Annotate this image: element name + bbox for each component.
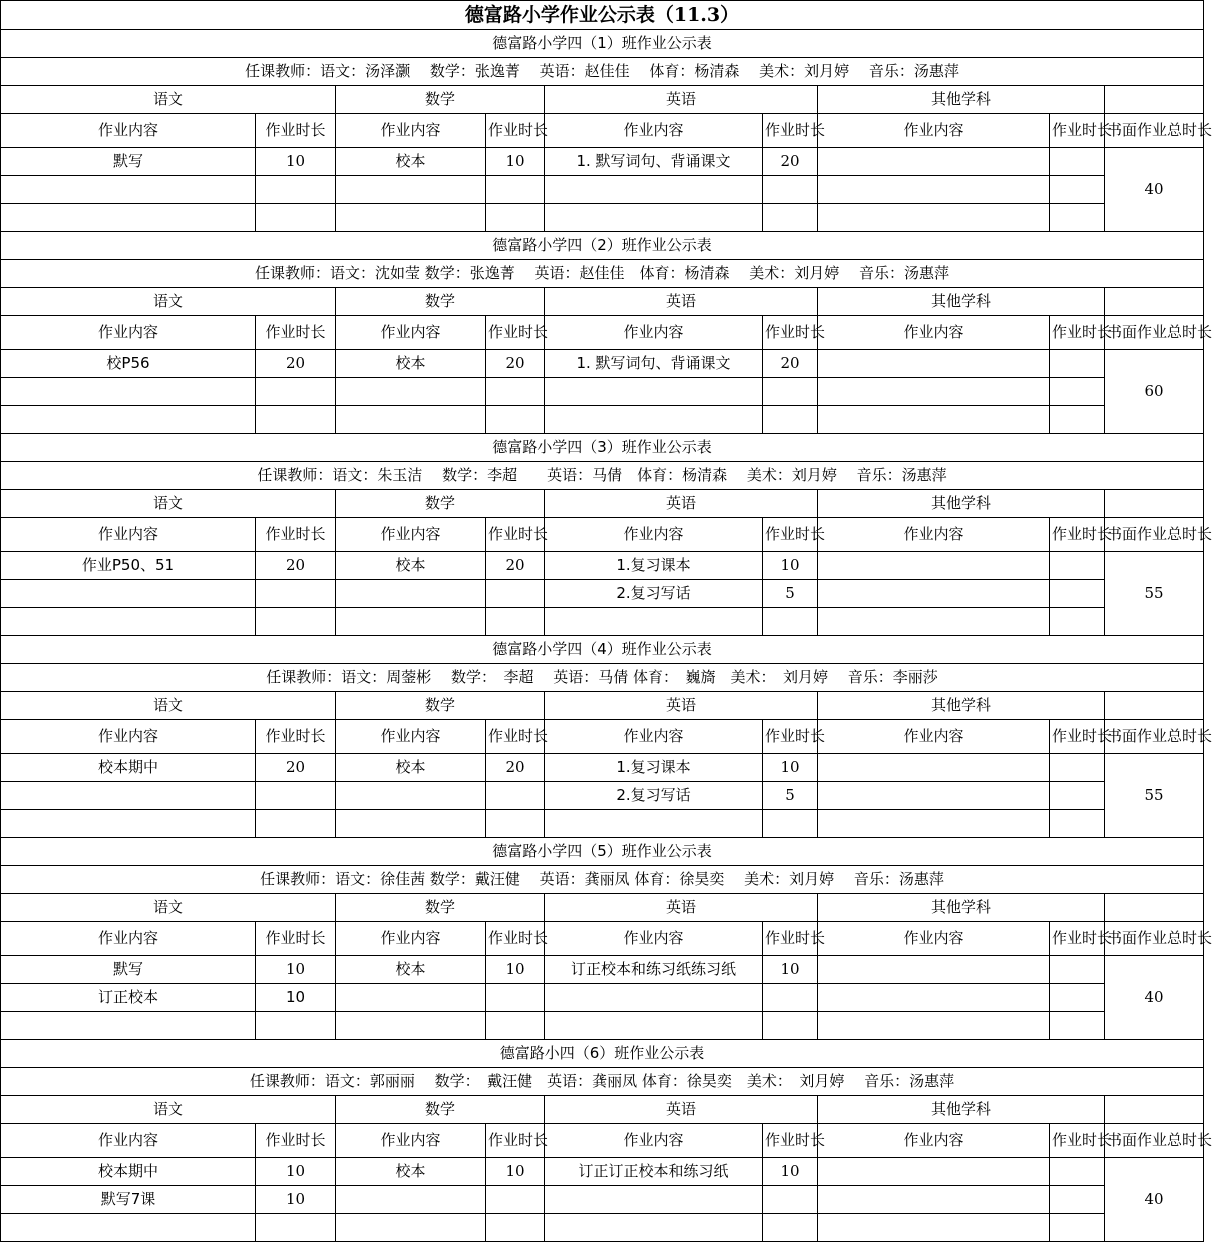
teachers-info[interactable]: 任课教师：语文：朱玉洁 数学：李超 英语：马倩 体育：杨清森 美术：刘月婷 音乐：汤惠萍 [1,462,1204,490]
math-content-cell[interactable] [336,1186,486,1214]
english-content-cell[interactable] [545,810,763,838]
english-content-cell[interactable] [545,204,763,232]
chinese-duration-cell[interactable]: 20 [256,350,336,378]
subject-chinese[interactable]: 语文 [1,86,336,114]
other-content-cell[interactable] [818,782,1050,810]
header-math-content[interactable]: 作业内容 [336,720,486,754]
other-content-cell[interactable] [818,1186,1050,1214]
chinese-duration-cell[interactable]: 10 [256,148,336,176]
english-duration-cell[interactable] [763,176,818,204]
math-content-cell[interactable] [336,580,486,608]
math-content-cell[interactable]: 校本 [336,350,486,378]
chinese-content-cell[interactable] [1,378,256,406]
chinese-duration-cell[interactable] [256,1012,336,1040]
other-content-cell[interactable] [818,810,1050,838]
chinese-content-cell[interactable] [1,782,256,810]
math-duration-cell[interactable] [486,580,545,608]
chinese-duration-cell[interactable] [256,204,336,232]
header-math-content[interactable]: 作业内容 [336,316,486,350]
subject-blank[interactable] [1105,86,1204,114]
header-chinese-duration[interactable]: 作业时长 [256,922,336,956]
header-english-content[interactable]: 作业内容 [545,1124,763,1158]
english-content-cell[interactable] [545,176,763,204]
english-duration-cell[interactable] [763,608,818,636]
header-english-duration[interactable]: 作业时长 [763,720,818,754]
total-duration-cell[interactable]: 60 [1105,350,1204,434]
header-math-duration[interactable]: 作业时长 [486,316,545,350]
chinese-content-cell[interactable]: 校P56 [1,350,256,378]
english-content-cell[interactable]: 订正校本和练习纸练习纸 [545,956,763,984]
other-duration-cell[interactable] [1050,580,1105,608]
table-row [1,350,1204,378]
chinese-content-cell[interactable] [1,810,256,838]
other-duration-cell[interactable] [1050,754,1105,782]
table-row [1,956,1204,984]
english-content-cell[interactable]: 订正订正校本和练习纸 [545,1158,763,1186]
total-duration-cell[interactable]: 40 [1105,1158,1204,1242]
subject-chinese[interactable]: 语文 [1,692,336,720]
chinese-content-cell[interactable]: 默写 [1,148,256,176]
column-header-row [1,518,1204,552]
english-duration-cell[interactable]: 5 [763,580,818,608]
header-other-duration[interactable]: 作业时长 [1050,1124,1105,1158]
header-other-duration[interactable]: 作业时长 [1050,114,1105,148]
total-duration-cell[interactable]: 40 [1105,956,1204,1040]
header-other-content[interactable]: 作业内容 [818,1124,1050,1158]
math-content-cell[interactable] [336,204,486,232]
class-heading[interactable]: 德富路小学四（3）班作业公示表 [1,434,1204,462]
math-duration-cell[interactable] [486,378,545,406]
class-heading-row [1,1040,1204,1068]
math-content-cell[interactable]: 校本 [336,148,486,176]
header-chinese-duration[interactable]: 作业时长 [256,720,336,754]
column-header-row [1,720,1204,754]
class-heading-row [1,30,1204,58]
other-content-cell[interactable] [818,1158,1050,1186]
math-content-cell[interactable]: 校本 [336,956,486,984]
class-heading[interactable]: 德富路小学四（1）班作业公示表 [1,30,1204,58]
table-row [1,1186,1204,1214]
math-content-cell[interactable] [336,1214,486,1242]
teachers-info[interactable]: 任课教师：语文：汤泽灏 数学：张逸菁 英语：赵佳佳 体育：杨清森 美术：刘月婷 音乐：汤惠萍 [1,58,1204,86]
header-chinese-content[interactable]: 作业内容 [1,316,256,350]
chinese-duration-cell[interactable] [256,810,336,838]
chinese-duration-cell[interactable]: 10 [256,1158,336,1186]
math-duration-cell[interactable] [486,810,545,838]
class-heading[interactable]: 德富路小四（6）班作业公示表 [1,1040,1204,1068]
other-duration-cell[interactable] [1050,1214,1105,1242]
math-content-cell[interactable]: 校本 [336,1158,486,1186]
subject-chinese[interactable]: 语文 [1,1096,336,1124]
class-heading[interactable]: 德富路小学四（5）班作业公示表 [1,838,1204,866]
class-heading[interactable]: 德富路小学四（2）班作业公示表 [1,232,1204,260]
header-math-duration[interactable]: 作业时长 [486,1124,545,1158]
subject-blank[interactable] [1105,1096,1204,1124]
subject-chinese[interactable]: 语文 [1,490,336,518]
other-duration-cell[interactable] [1050,552,1105,580]
other-content-cell[interactable] [818,956,1050,984]
chinese-duration-cell[interactable]: 10 [256,956,336,984]
header-other-content[interactable]: 作业内容 [818,720,1050,754]
english-content-cell[interactable]: 1. 默写词句、背诵课文 [545,350,763,378]
chinese-duration-cell[interactable]: 20 [256,754,336,782]
math-duration-cell[interactable] [486,204,545,232]
subject-other[interactable]: 其他学科 [818,490,1105,518]
math-content-cell[interactable] [336,406,486,434]
subject-row [1,288,1204,316]
math-content-cell[interactable] [336,176,486,204]
column-header-row [1,114,1204,148]
english-duration-cell[interactable]: 20 [763,350,818,378]
header-english-content[interactable]: 作业内容 [545,518,763,552]
chinese-content-cell[interactable]: 默写7课 [1,1186,256,1214]
subject-english[interactable]: 英语 [545,490,818,518]
header-math-duration[interactable]: 作业时长 [486,720,545,754]
math-content-cell[interactable] [336,1012,486,1040]
subject-blank[interactable] [1105,894,1204,922]
english-duration-cell[interactable]: 10 [763,754,818,782]
subject-row [1,1096,1204,1124]
english-content-cell[interactable] [545,378,763,406]
math-duration-cell[interactable] [486,1186,545,1214]
subject-blank[interactable] [1105,288,1204,316]
subject-math[interactable]: 数学 [336,1096,545,1124]
chinese-duration-cell[interactable]: 10 [256,1186,336,1214]
english-duration-cell[interactable] [763,810,818,838]
english-content-cell[interactable] [545,1214,763,1242]
header-english-content[interactable]: 作业内容 [545,922,763,956]
class-heading[interactable]: 德富路小学四（4）班作业公示表 [1,636,1204,664]
chinese-content-cell[interactable] [1,608,256,636]
english-duration-cell[interactable] [763,406,818,434]
header-english-duration[interactable]: 作业时长 [763,922,818,956]
header-english-content[interactable]: 作业内容 [545,720,763,754]
table-row [1,204,1204,232]
other-content-cell[interactable] [818,1214,1050,1242]
column-header-row [1,1124,1204,1158]
header-english-content[interactable]: 作业内容 [545,114,763,148]
chinese-duration-cell[interactable] [256,1214,336,1242]
table-row [1,580,1204,608]
subject-math[interactable]: 数学 [336,86,545,114]
subject-english[interactable]: 英语 [545,894,818,922]
english-content-cell[interactable] [545,608,763,636]
other-duration-cell[interactable] [1050,1012,1105,1040]
column-header-row [1,316,1204,350]
teachers-row [1,462,1204,490]
teachers-row [1,58,1204,86]
header-english-duration[interactable]: 作业时长 [763,316,818,350]
header-english-duration[interactable]: 作业时长 [763,114,818,148]
english-duration-cell[interactable] [763,204,818,232]
header-other-content[interactable]: 作业内容 [818,518,1050,552]
class-heading-row [1,636,1204,664]
table-row [1,378,1204,406]
table-row [1,148,1204,176]
other-content-cell[interactable] [818,984,1050,1012]
chinese-content-cell[interactable]: 订正校本 [1,984,256,1012]
chinese-content-cell[interactable] [1,176,256,204]
header-math-content[interactable]: 作业内容 [336,1124,486,1158]
subject-math[interactable]: 数学 [336,692,545,720]
chinese-content-cell[interactable]: 校本期中 [1,754,256,782]
header-math-duration[interactable]: 作业时长 [486,114,545,148]
math-duration-cell[interactable]: 20 [486,552,545,580]
math-duration-cell[interactable]: 20 [486,350,545,378]
other-duration-cell[interactable] [1050,148,1105,176]
subject-blank[interactable] [1105,490,1204,518]
chinese-content-cell[interactable] [1,580,256,608]
english-duration-cell[interactable] [763,378,818,406]
table-row [1,608,1204,636]
math-duration-cell[interactable] [486,176,545,204]
math-duration-cell[interactable]: 10 [486,148,545,176]
total-duration-cell[interactable]: 55 [1105,552,1204,636]
total-duration-cell[interactable]: 40 [1105,148,1204,232]
other-duration-cell[interactable] [1050,406,1105,434]
english-duration-cell[interactable]: 10 [763,1158,818,1186]
english-content-cell[interactable]: 1.复习课本 [545,552,763,580]
header-other-duration[interactable]: 作业时长 [1050,316,1105,350]
other-content-cell[interactable] [818,552,1050,580]
teachers-info[interactable]: 任课教师：语文：周蓥彬 数学： 李超 英语：马倩 体育： 巍旖 美术： 刘月婷 音乐：李丽莎 [1,664,1204,692]
math-duration-cell[interactable] [486,406,545,434]
header-other-duration[interactable]: 作业时长 [1050,720,1105,754]
other-duration-cell[interactable] [1050,378,1105,406]
other-duration-cell[interactable] [1050,1158,1105,1186]
chinese-content-cell[interactable]: 作业P50、51 [1,552,256,580]
teachers-row [1,664,1204,692]
math-duration-cell[interactable] [486,608,545,636]
math-content-cell[interactable] [336,782,486,810]
math-duration-cell[interactable]: 10 [486,1158,545,1186]
subject-blank[interactable] [1105,692,1204,720]
other-duration-cell[interactable] [1050,176,1105,204]
chinese-content-cell[interactable] [1,406,256,434]
chinese-duration-cell[interactable]: 10 [256,984,336,1012]
english-content-cell[interactable] [545,1012,763,1040]
header-chinese-duration[interactable]: 作业时长 [256,114,336,148]
subject-math[interactable]: 数学 [336,288,545,316]
chinese-duration-cell[interactable] [256,378,336,406]
subject-row [1,86,1204,114]
math-content-cell[interactable]: 校本 [336,552,486,580]
english-content-cell[interactable] [545,1186,763,1214]
header-total-duration[interactable]: 书面作业总时长 [1105,720,1204,754]
subject-math[interactable]: 数学 [336,490,545,518]
english-content-cell[interactable] [545,406,763,434]
other-duration-cell[interactable] [1050,810,1105,838]
english-duration-cell[interactable]: 10 [763,552,818,580]
total-duration-cell[interactable]: 55 [1105,754,1204,838]
header-chinese-duration[interactable]: 作业时长 [256,1124,336,1158]
chinese-content-cell[interactable] [1,1214,256,1242]
subject-other[interactable]: 其他学科 [818,692,1105,720]
other-duration-cell[interactable] [1050,350,1105,378]
math-duration-cell[interactable] [486,1214,545,1242]
other-content-cell[interactable] [818,1012,1050,1040]
math-content-cell[interactable]: 校本 [336,754,486,782]
header-english-duration[interactable]: 作业时长 [763,518,818,552]
chinese-duration-cell[interactable] [256,176,336,204]
subject-other[interactable]: 其他学科 [818,86,1105,114]
header-chinese-content[interactable]: 作业内容 [1,720,256,754]
subject-other[interactable]: 其他学科 [818,288,1105,316]
math-content-cell[interactable] [336,984,486,1012]
table-row [1,984,1204,1012]
header-chinese-content[interactable]: 作业内容 [1,518,256,552]
other-content-cell[interactable] [818,406,1050,434]
math-duration-cell[interactable]: 20 [486,754,545,782]
header-math-duration[interactable]: 作业时长 [486,922,545,956]
math-duration-cell[interactable] [486,1012,545,1040]
header-total-duration[interactable]: 书面作业总时长 [1105,316,1204,350]
table-row [1,810,1204,838]
subject-row [1,894,1204,922]
english-duration-cell[interactable] [763,1012,818,1040]
math-duration-cell[interactable]: 10 [486,956,545,984]
chinese-duration-cell[interactable] [256,580,336,608]
header-other-content[interactable]: 作业内容 [818,922,1050,956]
subject-chinese[interactable]: 语文 [1,894,336,922]
subject-english[interactable]: 英语 [545,692,818,720]
chinese-duration-cell[interactable]: 20 [256,552,336,580]
english-duration-cell[interactable] [763,1186,818,1214]
english-content-cell[interactable] [545,984,763,1012]
class-heading-row [1,838,1204,866]
header-total-duration[interactable]: 书面作业总时长 [1105,922,1204,956]
teachers-info[interactable]: 任课教师：语文：沈如莹 数学：张逸菁 英语：赵佳佳 体育：杨清森 美术：刘月婷 音乐：汤惠萍 [1,260,1204,288]
page-title[interactable]: 德富路小学作业公示表（11.3） [1,1,1204,30]
teachers-row [1,260,1204,288]
header-math-content[interactable]: 作业内容 [336,518,486,552]
chinese-duration-cell[interactable] [256,406,336,434]
header-other-duration[interactable]: 作业时长 [1050,922,1105,956]
table-row [1,552,1204,580]
teachers-row [1,866,1204,894]
table-row [1,176,1204,204]
header-total-duration[interactable]: 书面作业总时长 [1105,1124,1204,1158]
header-other-content[interactable]: 作业内容 [818,316,1050,350]
column-header-row [1,922,1204,956]
other-content-cell[interactable] [818,350,1050,378]
table-row [1,1214,1204,1242]
chinese-duration-cell[interactable] [256,608,336,636]
other-content-cell[interactable] [818,148,1050,176]
teachers-info[interactable]: 任课教师：语文：徐佳茜 数学：戴汪健 英语：龚丽凤 体育：徐昊奕 美术：刘月婷 音乐：汤惠萍 [1,866,1204,894]
table-row [1,754,1204,782]
header-total-duration[interactable]: 书面作业总时长 [1105,518,1204,552]
english-duration-cell[interactable]: 10 [763,956,818,984]
other-content-cell[interactable] [818,580,1050,608]
table-row [1,1012,1204,1040]
english-content-cell[interactable]: 1.复习课本 [545,754,763,782]
chinese-content-cell[interactable]: 默写 [1,956,256,984]
other-duration-cell[interactable] [1050,984,1105,1012]
english-duration-cell[interactable]: 20 [763,148,818,176]
table-row [1,406,1204,434]
english-duration-cell[interactable] [763,1214,818,1242]
header-english-duration[interactable]: 作业时长 [763,1124,818,1158]
header-total-duration[interactable]: 书面作业总时长 [1105,114,1204,148]
math-content-cell[interactable] [336,608,486,636]
header-chinese-duration[interactable]: 作业时长 [256,518,336,552]
subject-row [1,490,1204,518]
math-content-cell[interactable] [336,810,486,838]
other-content-cell[interactable] [818,176,1050,204]
subject-chinese[interactable]: 语文 [1,288,336,316]
header-math-content[interactable]: 作业内容 [336,922,486,956]
english-content-cell[interactable]: 2.复习写话 [545,782,763,810]
class-heading-row [1,434,1204,462]
header-other-duration[interactable]: 作业时长 [1050,518,1105,552]
other-duration-cell[interactable] [1050,608,1105,636]
header-math-duration[interactable]: 作业时长 [486,518,545,552]
english-content-cell[interactable]: 2.复习写话 [545,580,763,608]
chinese-content-cell[interactable]: 校本期中 [1,1158,256,1186]
header-chinese-content[interactable]: 作业内容 [1,1124,256,1158]
subject-other[interactable]: 其他学科 [818,1096,1105,1124]
subject-english[interactable]: 英语 [545,86,818,114]
header-chinese-content[interactable]: 作业内容 [1,922,256,956]
teachers-row [1,1068,1204,1096]
chinese-duration-cell[interactable] [256,782,336,810]
subject-row [1,692,1204,720]
other-duration-cell[interactable] [1050,956,1105,984]
other-content-cell[interactable] [818,378,1050,406]
class-heading-row [1,232,1204,260]
header-chinese-content[interactable]: 作业内容 [1,114,256,148]
header-other-content[interactable]: 作业内容 [818,114,1050,148]
other-content-cell[interactable] [818,754,1050,782]
other-duration-cell[interactable] [1050,782,1105,810]
other-duration-cell[interactable] [1050,1186,1105,1214]
math-duration-cell[interactable] [486,984,545,1012]
other-content-cell[interactable] [818,204,1050,232]
english-duration-cell[interactable]: 5 [763,782,818,810]
subject-other[interactable]: 其他学科 [818,894,1105,922]
header-english-content[interactable]: 作业内容 [545,316,763,350]
teachers-info[interactable]: 任课教师：语文：郭丽丽 数学： 戴汪健 英语：龚丽凤 体育：徐昊奕 美术： 刘月婷 音乐：汤惠萍 [1,1068,1204,1096]
other-content-cell[interactable] [818,608,1050,636]
english-content-cell[interactable]: 1. 默写词句、背诵课文 [545,148,763,176]
table-row [1,1158,1204,1186]
other-duration-cell[interactable] [1050,204,1105,232]
header-chinese-duration[interactable]: 作业时长 [256,316,336,350]
header-math-content[interactable]: 作业内容 [336,114,486,148]
chinese-content-cell[interactable] [1,1012,256,1040]
subject-english[interactable]: 英语 [545,288,818,316]
english-duration-cell[interactable] [763,984,818,1012]
table-row [1,782,1204,810]
chinese-content-cell[interactable] [1,204,256,232]
subject-math[interactable]: 数学 [336,894,545,922]
math-content-cell[interactable] [336,378,486,406]
subject-english[interactable]: 英语 [545,1096,818,1124]
math-duration-cell[interactable] [486,782,545,810]
